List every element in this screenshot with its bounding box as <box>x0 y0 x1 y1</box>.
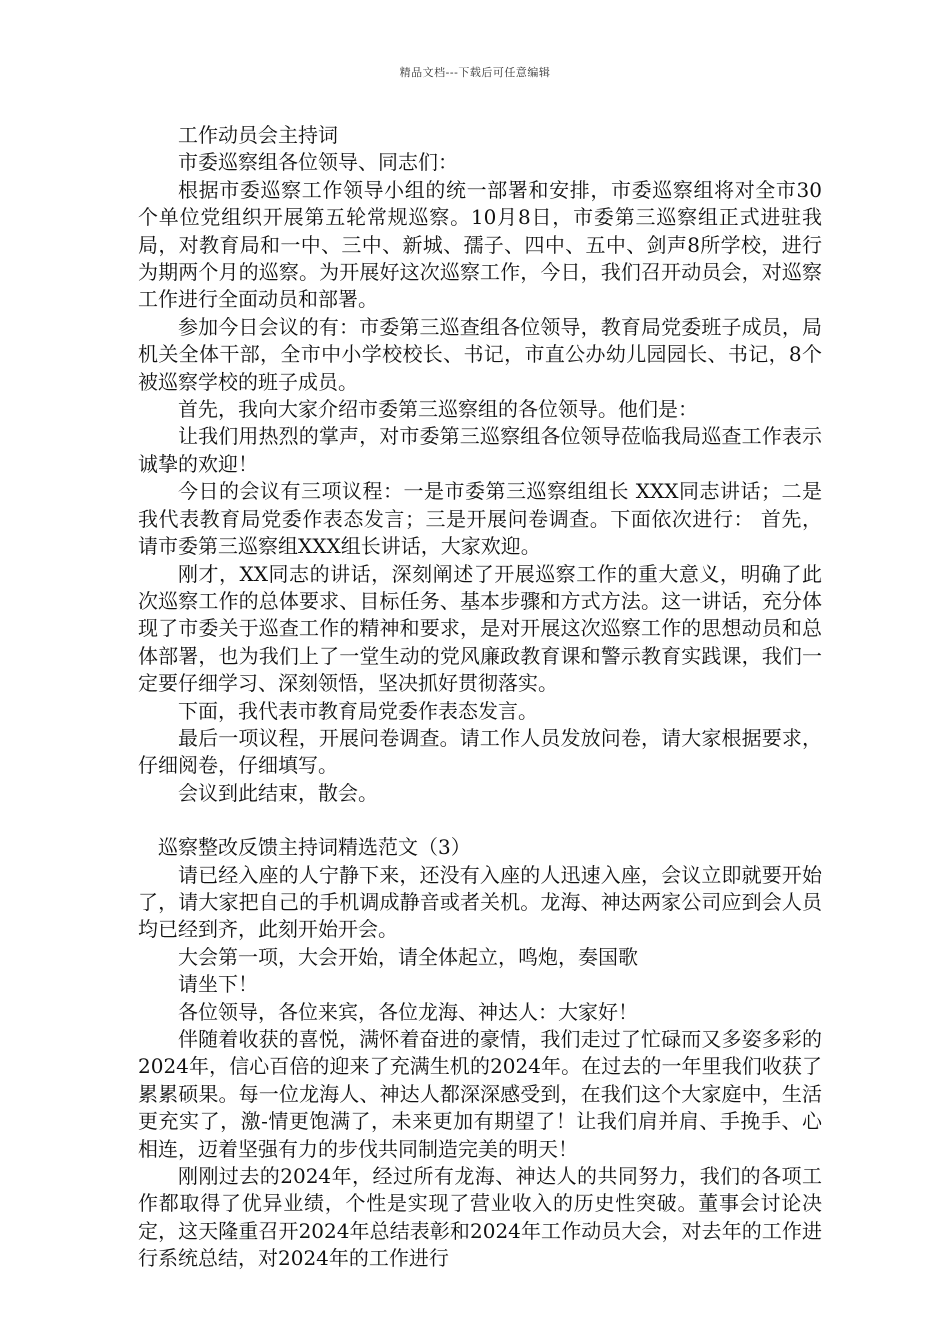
paragraph: 请已经入座的人宁静下来，还没有入座的人迅速入座，会议立即就要开始了，请大家把自己的手机调成静音或者关机。龙海、神达两家公司应到会人员均已经到齐，此刻开始开会。 <box>138 862 822 942</box>
paragraph: 会议到此结束，散会。 <box>178 780 378 805</box>
document-body <box>138 122 822 1273</box>
paragraph: 让我们用热烈的掌声，对市委第三巡察组各位领导莅临我局巡查工作表示诚挚的欢迎！ <box>138 424 822 476</box>
paragraph: 下面，我代表市教育局党委作表态发言。 <box>178 698 538 723</box>
paragraph: 最后一项议程，开展问卷调查。请工作人员发放问卷，请大家根据要求，仔细阅卷，仔细填写。 <box>138 725 822 778</box>
paragraph: 各位领导，各位来宾，各位龙海、神达人：大家好！ <box>178 999 638 1024</box>
section2-title: 巡察整改反馈主持词精选范文（3） <box>158 835 471 860</box>
paragraph: 伴随着收获的喜悦，满怀着奋进的豪情，我们走过了忙碌而又多姿多彩的2024年，信心百倍的迎来了充满生机的2024年。在过去的一年里我们收获了累累硕果。每一位龙海人、神达人都深深感受到，在我们这个大家庭中，生活更充实了，激-情更饱满了，未来更加有期望了！让我们肩并肩、手挽手、心相连，迈着坚强有力的步伐共同制造完美的明天！ <box>138 1027 822 1161</box>
paragraph: 首先，我向大家介绍市委第三巡察组的各位领导。他们是： <box>178 397 698 422</box>
paragraph: 大会第一项，大会开始，请全体起立，鸣炮，奏国歌 <box>178 944 638 969</box>
paragraph: 根据市委巡察工作领导小组的统一部署和安排，市委巡察组将对全市30个单位党组织开展第五轮常规巡察。10月8日，市委第三巡察组正式进驻我局，对教育局和一中、三中、新城、孺子、四中、五中、剑声8所学校，进行为期两个月的巡察。为开展好这次巡察工作，今日，我们召开动员会，对巡察工作进行全面动员和部署。 <box>138 177 822 312</box>
section1-title: 工作动员会主持词 <box>178 123 338 147</box>
paragraph: 今日的会议有三项议程：一是市委第三巡察组组长 XXX同志讲话；二是我代表教育局党委作表态发言；三是开展问卷调查。下面依次进行： 首先，请市委第三巡察组XXX组长讲话，大家欢迎。 <box>138 479 822 559</box>
section-gap <box>138 807 822 834</box>
paragraph: 参加今日会议的有：市委第三巡查组各位领导，教育局党委班子成员，局机关全体干部，全市中小学校校长、书记，市直公办幼儿园园长、书记，8个被巡察学校的班子成员。 <box>138 314 822 394</box>
page-header: 精品文档---下载后可任意编辑 <box>399 66 551 79</box>
paragraph: 市委巡察组各位领导、同志们： <box>178 150 458 175</box>
paragraph: 请坐下！ <box>178 972 258 997</box>
paragraph: 刚刚过去的2024年，经过所有龙海、神达人的共同努力，我们的各项工作都取得了优异业绩，个性是实现了营业收入的历史性突破。董事会讨论决定，这天隆重召开2024年总结表彰和2024年工作动员大会，对去年的工作进行系统总结，对2024年的工作进行 <box>138 1164 822 1271</box>
paragraph: 刚才，XX同志的讲话，深刻阐述了开展巡察工作的重大意义，明确了此次巡察工作的总体要求、目标任务、基本步骤和方式方法。这一讲话，充分体现了市委关于巡查工作的精神和要求，是对开展这次巡察工作的思想动员和总体部署，也为我们上了一堂生动的党风廉政教育课和警示教育实践课，我们一定要仔细学习、深刻领悟，坚决抓好贯彻落实。 <box>138 561 822 696</box>
